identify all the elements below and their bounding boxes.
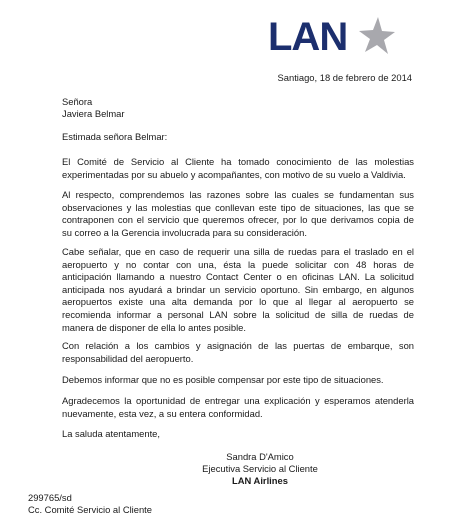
paragraph-line: manera de disponer de ella lo antes posible. xyxy=(62,321,246,333)
star-icon xyxy=(356,16,396,56)
signature-position: Ejecutiva Servicio al Cliente xyxy=(202,463,318,474)
letter-date: Santiago, 18 de febrero de 2014 xyxy=(277,72,412,83)
paragraph-5 xyxy=(62,374,414,387)
paragraph-line: Cabe señalar, que en caso de requerir una silla de ruedas para el traslado en el xyxy=(62,246,414,257)
reference-code: 299765/sd xyxy=(28,492,72,503)
lan-logo xyxy=(268,14,398,60)
paragraph-line: Debemos informar que no es posible compensar por este tipo de situaciones. xyxy=(62,374,384,385)
paragraph-4 xyxy=(62,340,414,365)
paragraph-line: nuevamente, esta vez, a su entera conformidad. xyxy=(62,407,263,419)
greeting: Estimada señora Belmar: xyxy=(62,131,168,142)
signature-company: LAN Airlines xyxy=(232,475,288,486)
paragraph-6 xyxy=(62,395,414,420)
paragraph-line: su correo a la Gerencia involucrada para su consideración. xyxy=(62,226,307,238)
paragraph-3 xyxy=(62,246,414,334)
paragraph-line: responsabilidad del aeropuerto. xyxy=(62,352,194,364)
paragraph-line: anticipada nos ayudará a brindar un servicio oportuno. Sin embargo, en algunos xyxy=(62,283,414,295)
paragraph-line: El Comité de Servicio al Cliente ha tomado conocimiento de las molestias xyxy=(62,156,414,167)
paragraph-1 xyxy=(62,156,414,181)
paragraph-line: aeropuertos existe una alta demanda por lo que al llegar al aeropuerto se xyxy=(62,296,414,308)
paragraph-line: recomienda informar a personal LAN sobre la solicitud de silla de ruedas de xyxy=(62,308,414,320)
logo-text: LAN xyxy=(268,15,348,59)
paragraph-line: aeropuerto y no contar con una, ésta la puede solicitar con 48 horas de xyxy=(62,258,414,270)
paragraph-line: Con relación a los cambios y asignación de las puertas de embarque, son xyxy=(62,340,414,351)
recipient-title: Señora xyxy=(62,96,93,107)
paragraph-line: Agradecemos la oportunidad de entregar una explicación y esperamos atenderla xyxy=(62,395,414,406)
paragraph-2 xyxy=(62,189,414,239)
paragraph-line: anticipación llamando a nuestro Contact Center o en oficinas LAN. La solicitud xyxy=(62,271,414,283)
paragraph-line: experimentadas por su abuelo y acompañantes, con motivo de su vuelo a Valdivia. xyxy=(62,168,406,180)
cc-line: Cc. Comité Servicio al Cliente xyxy=(28,504,152,515)
paragraph-line: contraponen con el servicio que queremos ofrecer, por lo que derivamos copia de xyxy=(62,214,414,226)
paragraph-line: observaciones y las molestias que conllevan este tipo de situaciones, las que se xyxy=(62,201,414,213)
recipient-name: Javiera Belmar xyxy=(62,108,125,119)
closing: La saluda atentamente, xyxy=(62,428,160,439)
paragraph-line: Al respecto, comprendemos las razones sobre las cuales se fundamentan sus xyxy=(62,189,414,200)
signature-name: Sandra D'Amico xyxy=(226,451,294,462)
